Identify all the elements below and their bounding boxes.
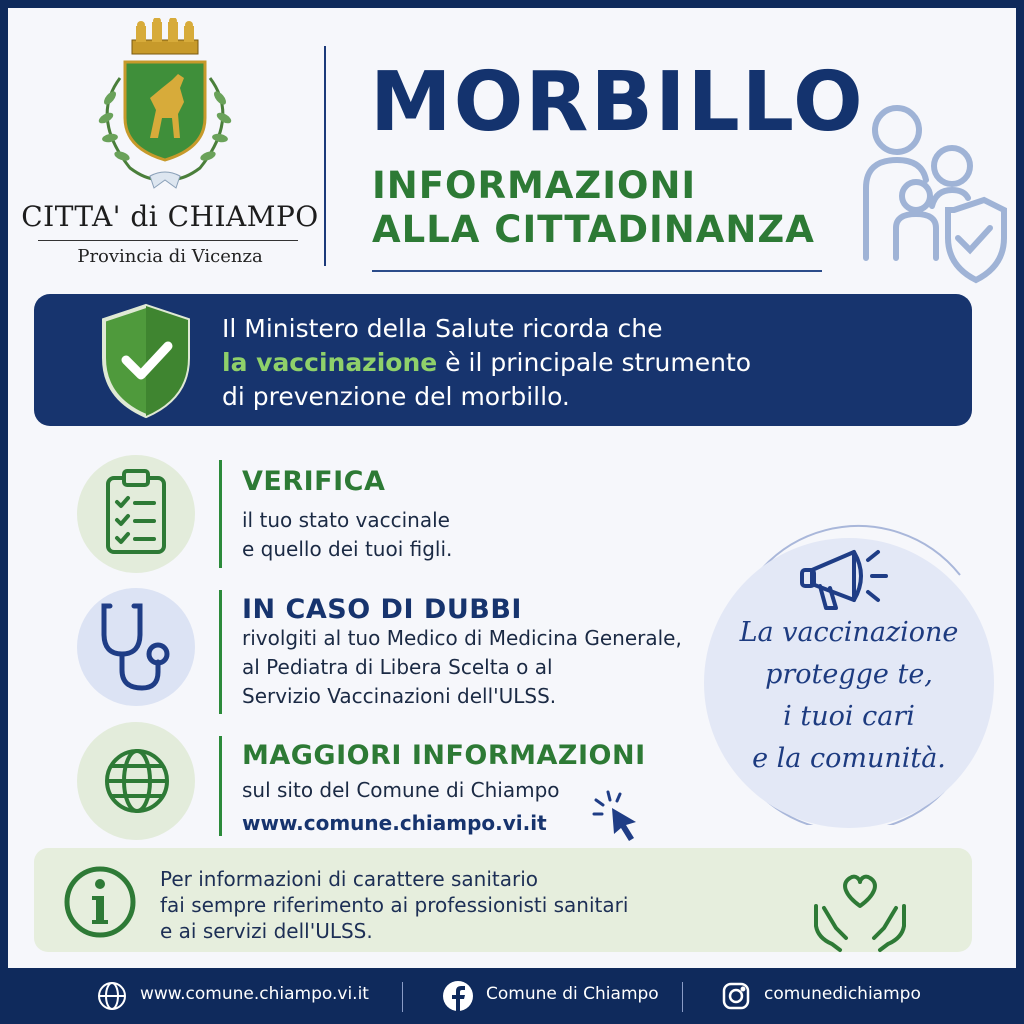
quote-text: [714, 612, 984, 780]
quote-line-2: protegge te,: [765, 659, 933, 690]
province-name: Provincia di Vicenza: [77, 246, 263, 267]
instagram-icon: [720, 980, 752, 1012]
verifica-text: [242, 506, 452, 564]
facebook-icon: [442, 980, 474, 1012]
cursor-click-icon: [590, 788, 646, 844]
banner-line-2: [222, 346, 942, 380]
banner-highlight: la vaccinazione: [222, 348, 438, 377]
quote-line-4: e la comunità.: [752, 743, 946, 774]
banner-message: [222, 312, 942, 414]
verifica-line-2: e quello dei tuoi figli.: [242, 537, 453, 561]
dubbi-line-2: al Pediatra di Libera Scelta o al: [242, 655, 553, 679]
page-title: MORBILLO: [370, 55, 865, 150]
subtitle-line-2: ALLA CITTADINANZA: [372, 208, 815, 251]
dubbi-text: [242, 624, 682, 711]
verifica-heading: VERIFICA: [242, 466, 386, 497]
banner-line-2-rest: è il principale strumento: [437, 348, 752, 377]
header-vertical-divider: [324, 46, 326, 266]
globe-icon: [96, 980, 128, 1012]
dubbi-divider: [219, 590, 222, 714]
footer-website-link[interactable]: www.comune.chiampo.vi.it: [140, 984, 369, 1004]
health-info-line-2: fai sempre riferimento ai professionisti sanitari: [160, 893, 629, 917]
footer-divider: [682, 982, 683, 1012]
verifica-divider: [219, 460, 222, 568]
clipboard-checklist-icon: [104, 468, 168, 558]
health-info-text: [160, 866, 720, 944]
town-name-divider: [38, 240, 298, 241]
verifica-line-1: il tuo stato vaccinale: [242, 508, 450, 532]
health-info-line-3: e ai servizi dell'ULSS.: [160, 919, 373, 943]
footer-facebook-link[interactable]: Comune di Chiampo: [486, 984, 659, 1004]
footer: [0, 968, 1024, 1024]
dubbi-line-3: Servizio Vaccinazioni dell'ULSS.: [242, 684, 557, 708]
footer-instagram-link[interactable]: comunedichiampo: [764, 984, 921, 1004]
town-name: CITTA' di CHIAMPO: [21, 200, 319, 233]
banner-line-3: di prevenzione del morbillo.: [222, 382, 570, 411]
title-underline: [372, 270, 822, 272]
town-crest-logo: [80, 18, 250, 193]
hands-heart-icon: [810, 866, 910, 956]
info-text: [242, 776, 560, 838]
info-banner: [34, 294, 972, 426]
banner-line-1: Il Ministero della Salute ricorda che: [222, 314, 663, 343]
health-info-line-1: Per informazioni di carattere sanitario: [160, 867, 539, 891]
quote-line-3: i tuoi cari: [783, 701, 915, 732]
dubbi-heading: IN CASO DI DUBBI: [242, 594, 522, 625]
shield-check-icon: [96, 302, 196, 420]
info-icon: [62, 864, 138, 940]
info-heading: MAGGIORI INFORMAZIONI: [242, 740, 646, 771]
subtitle-line-1: INFORMAZIONI: [372, 164, 697, 207]
info-divider: [219, 736, 222, 836]
quote-line-1: La vaccinazione: [739, 617, 959, 648]
info-line-1: sul sito del Comune di Chiampo: [242, 778, 560, 802]
website-link[interactable]: www.comune.chiampo.vi.it: [242, 811, 547, 835]
stethoscope-icon: [98, 600, 178, 696]
globe-icon: [102, 746, 172, 816]
page-subtitle: [372, 164, 815, 252]
dubbi-line-1: rivolgiti al tuo Medico di Medicina Generale,: [242, 626, 682, 650]
footer-divider: [402, 982, 403, 1012]
megaphone-icon: [794, 530, 894, 620]
family-protection-icon: [852, 88, 1012, 288]
